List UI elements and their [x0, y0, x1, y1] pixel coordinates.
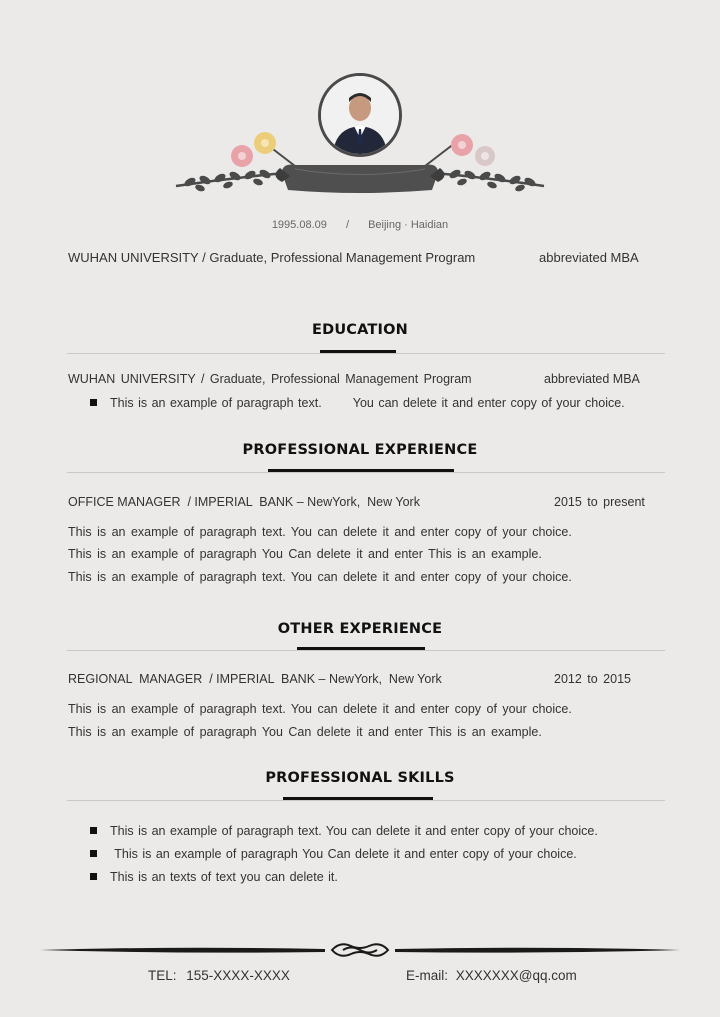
list-item: This is an texts of text you can delete it. [90, 870, 338, 884]
experience-entry [68, 672, 648, 686]
education-entry [68, 372, 648, 386]
bullet-icon [90, 827, 97, 834]
bullet-icon [90, 850, 97, 857]
phone-label: TEL: [148, 968, 177, 983]
flower-right [451, 134, 495, 166]
bullet-icon [90, 399, 97, 406]
list-item: This is an example of paragraph text. You can delete it and enter copy of your choice. [90, 824, 598, 838]
job-dates: 2015 to present [554, 495, 645, 509]
footer-email [406, 968, 577, 983]
divider [67, 800, 665, 801]
intro-line [68, 250, 648, 265]
divider [67, 472, 665, 473]
section-title-professional-skills: PROFESSIONAL SKILLS [265, 770, 455, 786]
intro-degree: abbreviated MBA [539, 250, 639, 265]
section-title-education: EDUCATION [311, 322, 408, 338]
birth-date: 1995.08.09 [271, 219, 327, 231]
job-dates: 2012 to 2015 [554, 672, 631, 686]
education-school: WUHAN UNIVERSITY / Graduate, Professional Management Program [68, 372, 472, 386]
job-title-company: REGIONAL MANAGER / IMPERIAL BANK – NewYork, New York [68, 672, 442, 686]
divider [67, 650, 665, 651]
paragraph: This is an example of paragraph text. You can delete it and enter copy of your choice. [68, 525, 572, 539]
bullet-icon [90, 873, 97, 880]
intro-school-program: WUHAN UNIVERSITY / Graduate, Professional Management Program [68, 250, 476, 265]
education-degree: abbreviated MBA [544, 372, 640, 386]
flower-left [231, 132, 276, 167]
job-title-company: OFFICE MANAGER / IMPERIAL BANK – NewYork, New York [68, 495, 420, 509]
experience-entry [68, 495, 648, 509]
paragraph: This is an example of paragraph text. You can delete it and enter copy of your choice. [68, 570, 572, 584]
separator: / [345, 219, 349, 231]
divider [67, 353, 665, 354]
list-item: This is an example of paragraph text. You can delete it and enter copy of your choice. [90, 396, 625, 410]
email-label: E-mail: [406, 968, 449, 983]
footer-phone [148, 968, 290, 983]
section-title-professional-experience: PROFESSIONAL EXPERIENCE [242, 442, 478, 458]
list-item: This is an example of paragraph You Can delete it and enter copy of your choice. [90, 847, 577, 861]
footer-ornament [40, 932, 680, 966]
location: Beijing · Haidian [368, 219, 449, 231]
paragraph: This is an example of paragraph You Can delete it and enter This is an example. [68, 725, 542, 739]
section-title-other-experience: OTHER EXPERIENCE [277, 621, 443, 637]
email-value: XXXXXXX@qq.com [455, 968, 577, 983]
profile-photo [318, 73, 402, 157]
paragraph: This is an example of paragraph You Can delete it and enter This is an example. [68, 547, 542, 561]
person-icon [321, 76, 399, 154]
phone-value: 155-XXXX-XXXX [186, 968, 290, 983]
personal-info-line [0, 219, 720, 231]
paragraph: This is an example of paragraph text. You can delete it and enter copy of your choice. [68, 702, 572, 716]
